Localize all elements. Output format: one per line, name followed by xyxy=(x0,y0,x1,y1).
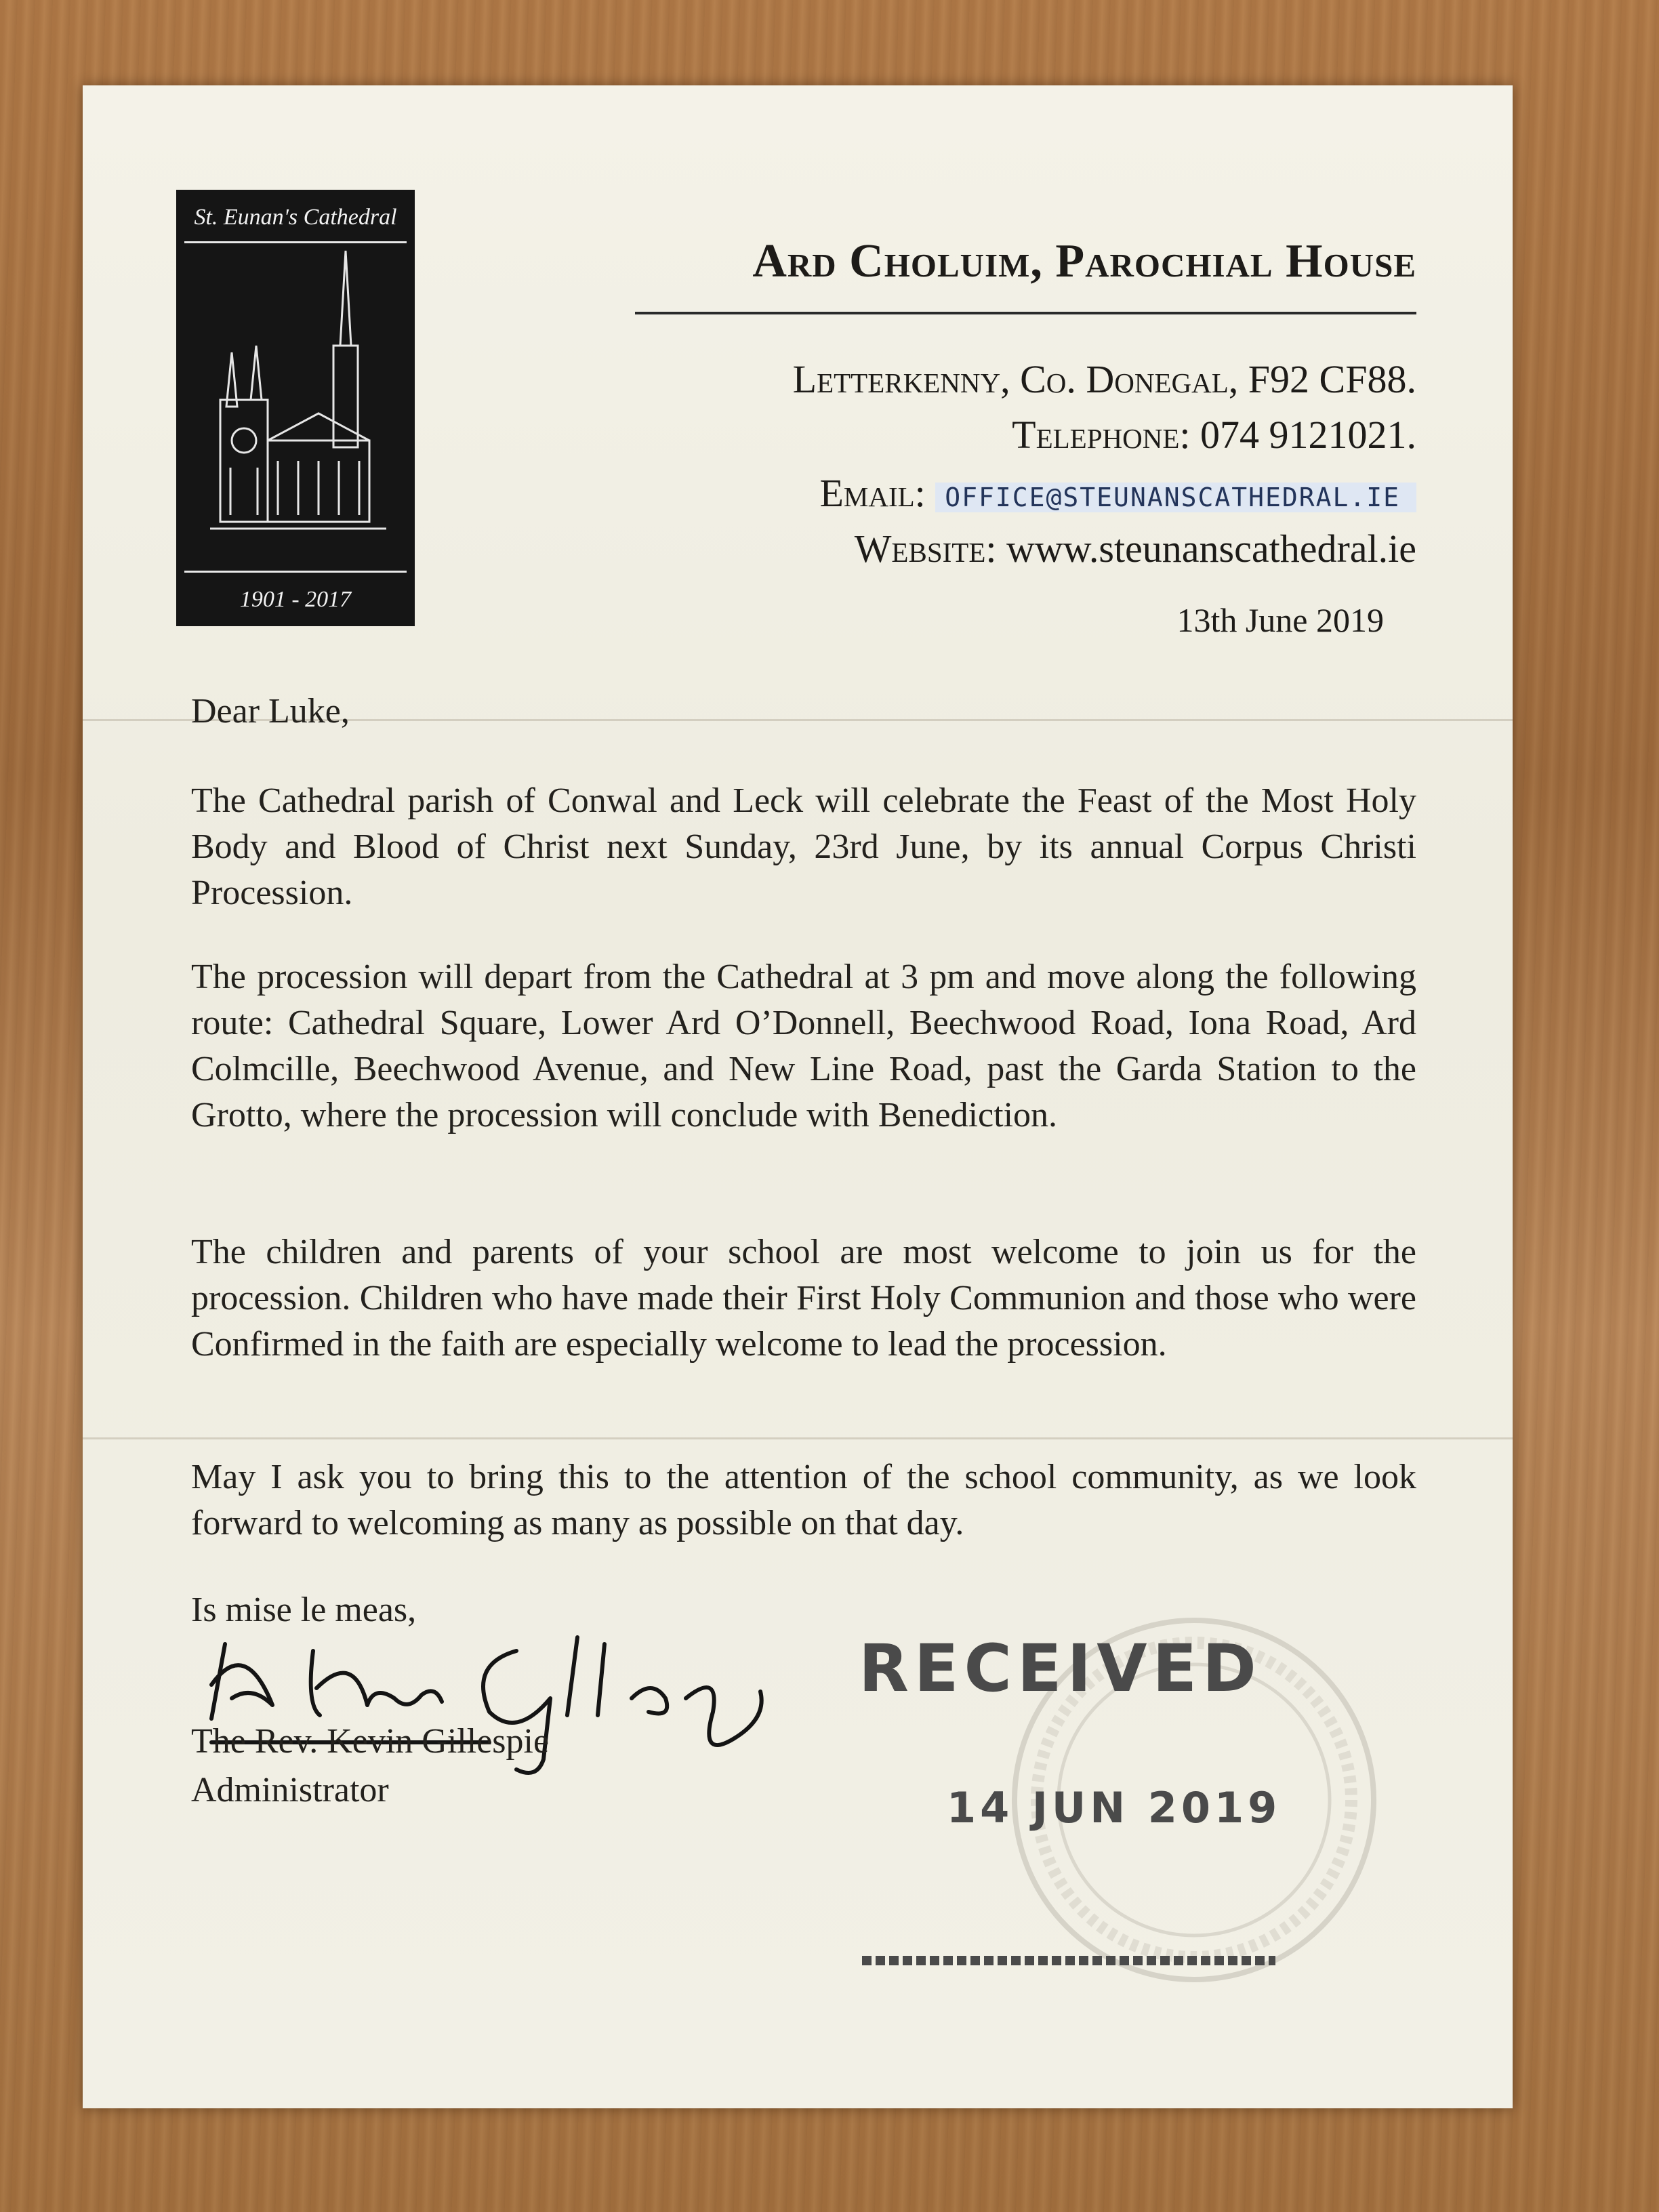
letterhead-address: Letterkenny, Co. Donegal, F92 CF88. xyxy=(792,357,1416,401)
telephone-number: 074 9121021. xyxy=(1200,413,1416,457)
received-stamp xyxy=(859,1617,1299,1963)
email-label: Email: xyxy=(819,471,926,515)
logo-bottom-caption: 1901 - 2017 xyxy=(239,587,352,612)
paragraph-2: The procession will depart from the Cathedral at 3 pm and move along the following route: Cathedral Square, Lower Ard O’Donnell, Beechwood Road, Iona Road, Ard Colmcille, Beechwood Avenue, and New Line Road, past the Garda Station to the Grotto, where the procession will conclude with Benediction. xyxy=(191,958,1416,1134)
stamp-date: 14 JUN 2019 xyxy=(947,1783,1282,1832)
website-label: Website: xyxy=(854,527,997,571)
cathedral-illustration xyxy=(190,244,401,562)
letterhead-telephone xyxy=(1012,412,1416,457)
paragraph-3: The children and parents of your school are most welcome to join us for the procession. Children who have made their First Holy Communion and those who were Confirmed in the faith are especially welcome to lead the procession. xyxy=(191,1233,1416,1364)
email-address[interactable]: OFFICE@STEUNANSCATHEDRAL.IE xyxy=(935,483,1416,512)
cathedral-logo xyxy=(176,190,415,626)
letter-page xyxy=(83,85,1513,2108)
website-address[interactable]: www.steunanscathedral.ie xyxy=(1006,527,1416,571)
letterhead-website xyxy=(855,526,1416,571)
closing: Is mise le meas, xyxy=(191,1591,417,1629)
letter-date: 13th June 2019 xyxy=(1176,601,1384,639)
paragraph-1: The Cathedral parish of Conwal and Leck will celebrate the Feast of the Most Holy Body and Blood of Christ next Sunday, 23rd June, by its annual Corpus Christi Procession. xyxy=(191,781,1416,912)
letterhead-rule xyxy=(635,312,1416,314)
letterhead-email xyxy=(819,470,1416,516)
paragraph-4: May I ask you to bring this to the attention of the school community, as we look forward to welcoming as many as possible on that day. xyxy=(191,1458,1416,1542)
stamp-word: RECEIVED xyxy=(859,1631,1262,1706)
logo-divider xyxy=(184,571,407,573)
signatory-role: Administrator xyxy=(191,1771,389,1809)
logo-top-caption: St. Eunan's Cathedral xyxy=(194,205,397,230)
stamp-dash-line xyxy=(862,1956,1275,1965)
signatory-name: The Rev. Kevin Gillespie xyxy=(191,1722,550,1761)
logo-divider xyxy=(184,241,407,243)
fold-line xyxy=(83,1437,1513,1439)
letterhead-title: Ard Choluim, Parochial House xyxy=(752,235,1416,287)
salutation: Dear Luke, xyxy=(191,692,350,731)
telephone-label: Telephone: xyxy=(1012,413,1191,457)
